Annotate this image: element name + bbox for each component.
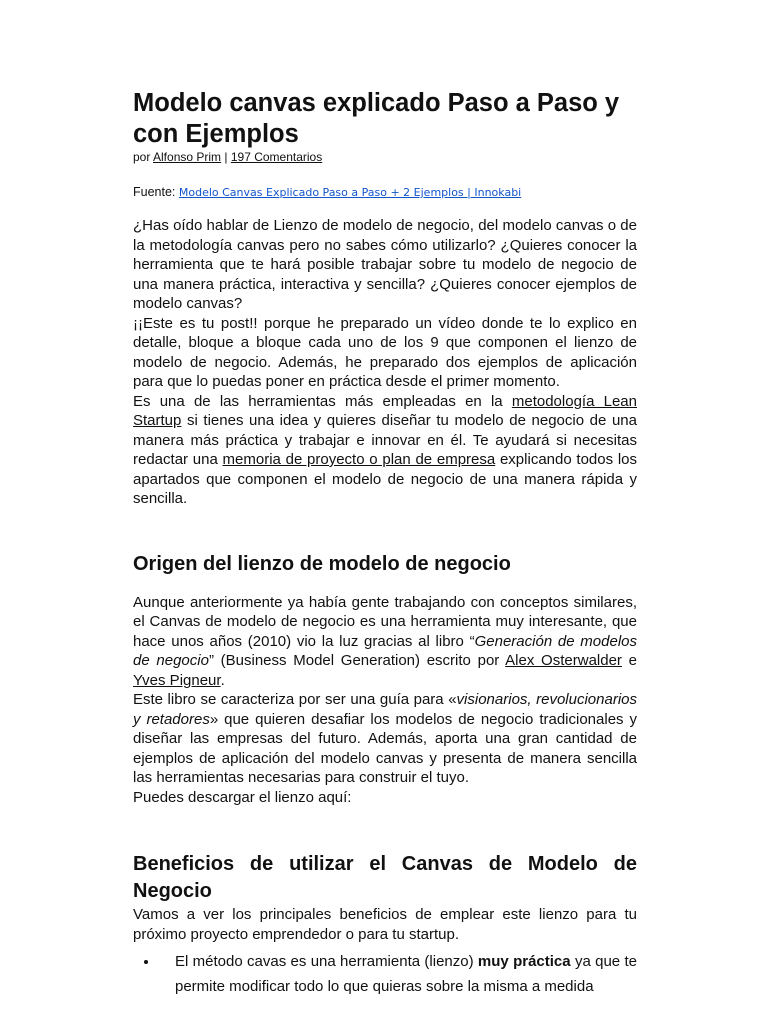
origen-paragraph-1: Aunque anteriormente ya había gente trabajando con conceptos similares, el Canvas de modelo de negocio es una herramienta muy interesante, que hace unos años (2010) vio la luz gracias al libro “Generación de modelos de negocio” (Business Model Generation) escrito por Alex Osterwalder e Yves Pigneur. — [133, 593, 637, 689]
beneficios-paragraph: Vamos a ver los principales beneficios de emplear este lienzo para tu próximo proyecto emprendedor o para tu startup. — [133, 906, 637, 943]
plan-empresa-link[interactable]: memoria de proyecto o plan de empresa — [222, 451, 496, 468]
comments-link[interactable]: 197 Comentarios — [230, 150, 323, 164]
source-line — [133, 184, 637, 201]
origen-heading: Origen del lienzo de modelo de negocio — [133, 552, 511, 575]
intro-paragraph-2: ¡¡Este es tu post!! porque he preparado un vídeo donde te lo explico en detalle, bloque a bloque cada uno de los 9 que componen el lienzo de modelo de negocio. Además, he preparado dos ejemplos de aplicación para que lo puedas poner en práctica desde el primer momento. — [133, 314, 637, 390]
origen-paragraph-3: Puedes descargar el lienzo aquí: — [133, 788, 352, 806]
audience-italic: visionarios, revolucionarios y retadores — [133, 691, 638, 728]
byline — [133, 150, 637, 165]
osterwalder-link[interactable]: Alex Osterwalder — [505, 652, 622, 669]
author-link[interactable]: Alfonso Prim — [153, 150, 222, 164]
beneficios-heading: Beneficios de utilizar el Canvas de Modelo de Negocio — [133, 853, 637, 902]
beneficios-list — [133, 949, 637, 999]
source-label: Fuente: — [133, 185, 179, 199]
page-title: Modelo canvas explicado Paso a Paso y con Ejemplos — [133, 89, 620, 148]
bold-phrase: muy práctica — [477, 953, 571, 970]
book-title: Generación de modelos de negocio — [133, 632, 637, 669]
byline-prefix: por — [133, 150, 154, 164]
origen-paragraph-2: Este libro se caracteriza por ser una guía para «visionarios, revolucionarios y retadores» que quieren desafiar los modelos de negocio tradicionales y diseñar las empresas del futuro. Además, aporta una gran cantidad de ejemplos de aplicación del modelo canvas y presenta de manera sencilla las herramientas necesarias para construir el tuyo. — [133, 691, 638, 786]
intro-paragraph-3: Es una de las herramientas más empleadas en la metodología Lean Startup si tienes una idea y quieres diseñar tu modelo de negocio de una manera más práctica y trabajar e innovar en él. Te ayudará si necesitas redactar una memoria de proyecto o plan de empresa explicando todos los apartados que componen el modelo de negocio de una manera rápida y sencilla. — [133, 392, 638, 507]
byline-separator: | — [221, 150, 231, 164]
intro-paragraph-1: ¿Has oído hablar de Lienzo de modelo de negocio, del modelo canvas o de la metodología canvas pero no sabes cómo utilizarlo? ¿Quieres conocer la herramienta que te hará posible trabajar sobre tu modelo de negocio de una manera práctica, interactiva y sencilla? ¿Quieres conocer ejemplos de modelo canvas? — [133, 217, 637, 312]
intro-section — [133, 216, 637, 509]
origen-section — [133, 593, 637, 808]
lean-startup-link[interactable]: metodología Lean Startup — [133, 392, 637, 429]
pigneur-link[interactable]: Yves Pigneur — [133, 671, 221, 689]
list-item: • El método cavas es una herramienta (lienzo) muy práctica ya que te permite modificar todo lo que quieras sobre la misma a medida — [159, 949, 637, 999]
source-link[interactable]: Modelo Canvas Explicado Paso a Paso + 2 Ejemplos | Innokabi — [178, 186, 522, 199]
